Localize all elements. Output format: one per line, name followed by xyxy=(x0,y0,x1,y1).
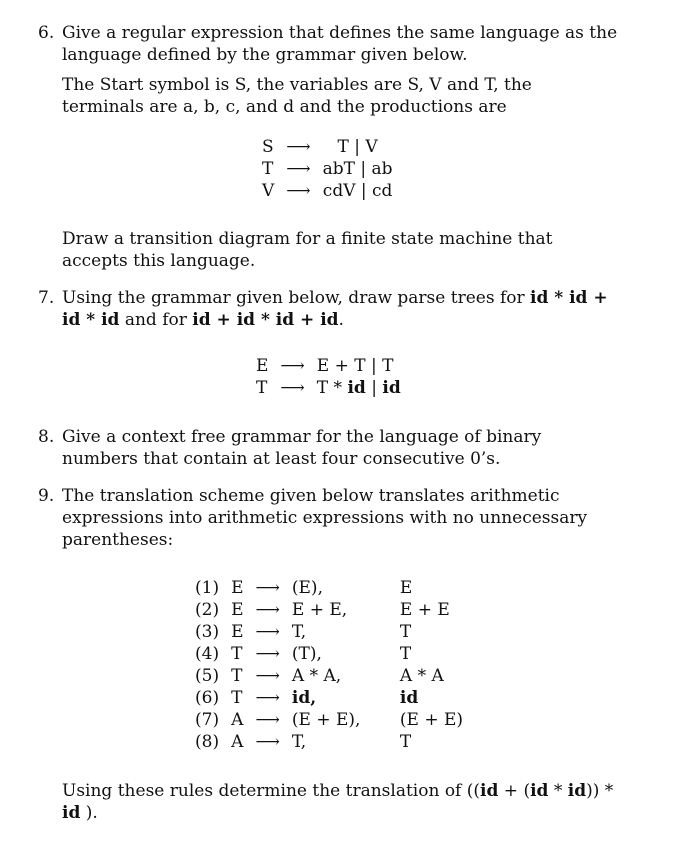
rule-rhs: T, xyxy=(291,732,307,752)
rule-number: (3) xyxy=(195,622,220,642)
translation-rule xyxy=(195,621,463,643)
rule-translation: T xyxy=(399,644,412,664)
rule-rhs: E + T | T xyxy=(316,356,394,376)
translation-rule xyxy=(195,643,463,665)
rule-translation: (E + E) xyxy=(399,710,464,730)
rule-rhs: (E + E), xyxy=(291,710,361,730)
rule-rhs: T | V xyxy=(337,137,378,157)
expression: id * id + id * id xyxy=(62,288,608,330)
question-text: The translation scheme given below translates arithmetic expressions into arithmetic expressions with no unnecessary parentheses: xyxy=(62,486,588,550)
arrow-icon: ⟶ xyxy=(280,378,305,398)
expression: id + id * id + id xyxy=(192,310,339,330)
rule-translation: A * A xyxy=(399,666,444,686)
rule-number: (6) xyxy=(195,688,220,708)
rule-lhs: E xyxy=(231,600,244,620)
rule-rhs: E + E, xyxy=(291,600,348,620)
arrow-icon: ⟶ xyxy=(280,356,305,376)
rule-rhs: T, xyxy=(291,622,307,642)
grammar-table xyxy=(256,355,401,399)
translation-rule xyxy=(195,709,463,731)
arrow-icon: ⟶ xyxy=(286,137,311,157)
arrow-icon: ⟶ xyxy=(286,159,311,179)
rule-rhs: (T), xyxy=(291,644,322,664)
rule-translation: E + E xyxy=(399,600,450,620)
question-text: The Start symbol is S, the variables are S, V and T, the terminals are a, b, c, and d and the productions are xyxy=(62,75,532,117)
rule-lhs: T xyxy=(256,378,268,398)
rule-lhs: A xyxy=(231,710,244,730)
rule-number: (7) xyxy=(195,710,220,730)
arrow-icon: ⟶ xyxy=(255,644,280,664)
question-7 xyxy=(38,287,618,399)
translation-scheme-table xyxy=(195,577,463,753)
translation-rule xyxy=(195,577,463,599)
rule-lhs: T xyxy=(231,666,243,686)
rule-lhs: E xyxy=(231,622,244,642)
question-9 xyxy=(38,485,618,824)
rule-translation: id xyxy=(399,688,419,708)
question-text: Draw a transition diagram for a finite state machine that accepts this language. xyxy=(62,229,553,271)
arrow-icon: ⟶ xyxy=(255,600,280,620)
rule-lhs: V xyxy=(262,181,275,201)
question-8 xyxy=(38,426,618,470)
rule-rhs: cdV | cd xyxy=(322,181,393,201)
translation-rule xyxy=(195,687,463,709)
question-number: 8. xyxy=(38,427,55,447)
question-text: Using the grammar given below, draw parse trees for id * id + id * id and for id + id * id + id. xyxy=(62,288,608,330)
rule-translation: E xyxy=(399,578,413,598)
question-text: Give a regular expression that defines the same language as the language defined by the grammar given below. xyxy=(62,23,618,65)
grammar-rule xyxy=(256,377,401,399)
rule-translation: T xyxy=(399,622,412,642)
rule-number: (1) xyxy=(195,578,220,598)
rule-lhs: E xyxy=(256,356,269,376)
translation-rule xyxy=(195,599,463,621)
rule-rhs: abT | ab xyxy=(322,159,393,179)
question-number: 9. xyxy=(38,486,55,506)
translation-rule xyxy=(195,665,463,687)
question-text: Using these rules determine the translation of ((id + (id * id)) * id ). xyxy=(62,781,614,823)
rule-rhs: (E), xyxy=(291,578,323,598)
arrow-icon: ⟶ xyxy=(286,181,311,201)
rule-lhs: S xyxy=(262,137,274,157)
grammar-rule xyxy=(256,355,401,377)
arrow-icon: ⟶ xyxy=(255,578,280,598)
rule-lhs: T xyxy=(231,644,243,664)
question-6 xyxy=(38,22,618,272)
rule-lhs: T xyxy=(262,159,274,179)
arrow-icon: ⟶ xyxy=(255,666,280,686)
rule-number: (5) xyxy=(195,666,220,686)
grammar-table xyxy=(262,136,393,202)
rule-lhs: T xyxy=(231,688,243,708)
rule-lhs: A xyxy=(231,732,244,752)
rule-translation: T xyxy=(399,732,412,752)
rule-rhs: A * A, xyxy=(291,666,342,686)
arrow-icon: ⟶ xyxy=(255,688,280,708)
rule-number: (2) xyxy=(195,600,220,620)
arrow-icon: ⟶ xyxy=(255,622,280,642)
rule-lhs: E xyxy=(231,578,244,598)
grammar-rule xyxy=(262,136,393,158)
question-text: Give a context free grammar for the language of binary numbers that contain at least four consecutive 0’s. xyxy=(62,427,542,469)
grammar-rule xyxy=(262,180,393,202)
rule-number: (8) xyxy=(195,732,220,752)
translation-rule xyxy=(195,731,463,753)
arrow-icon: ⟶ xyxy=(255,732,280,752)
grammar-rule xyxy=(262,158,393,180)
arrow-icon: ⟶ xyxy=(255,710,280,730)
question-number: 7. xyxy=(38,288,55,308)
rule-rhs: id, xyxy=(291,688,317,708)
rule-number: (4) xyxy=(195,644,220,664)
question-number: 6. xyxy=(38,23,55,43)
rule-rhs: T * id | id xyxy=(316,378,401,398)
